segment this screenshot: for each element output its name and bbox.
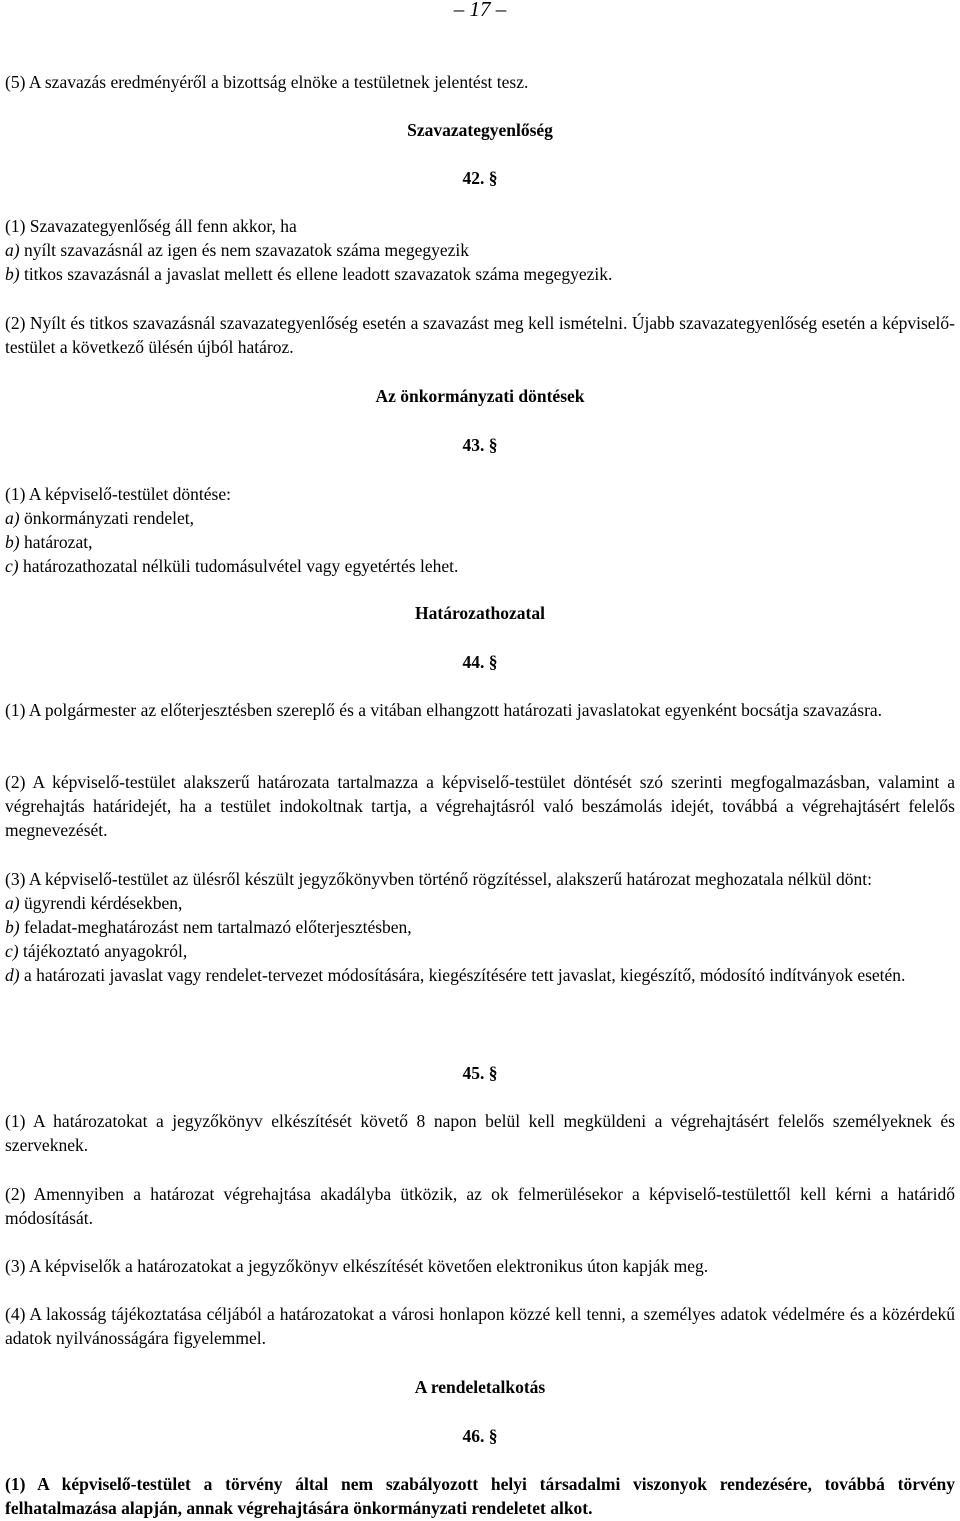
list-item-42-1-a: a) nyílt szavazásnál az igen és nem szavazatok száma megegyezik bbox=[5, 240, 470, 260]
list-item-42-1-b: b) titkos szavazásnál a javaslat mellett és ellene leadott szavazatok száma megegyezik. bbox=[5, 264, 613, 284]
paragraph-45-4: (4) A lakosság tájékoztatása céljából a határozatokat a városi honlapon közzé kell tenni, a személyes adatok védelmére és a közérdekű adatok nyilvánosságára figyelemmel. bbox=[5, 1304, 955, 1348]
paragraph-44-3 bbox=[5, 867, 955, 987]
paragraph-45-3: (3) A képviselők a határozatokat a jegyzőkönyv elkészítését követően elektronikus úton kapják meg. bbox=[5, 1256, 709, 1276]
heading-onkormanyzati-dontesek: Az önkormányzati döntések bbox=[375, 386, 585, 406]
section-43: 43. § bbox=[462, 435, 498, 455]
heading-rendeletalkotas: A rendeletalkotás bbox=[414, 1377, 546, 1397]
paragraph-41-5: (5) A szavazás eredményéről a bizottság elnöke a testületnek jelentést tesz. bbox=[5, 72, 529, 92]
page-number: – 17 – bbox=[453, 0, 507, 21]
paragraph-45-2: (2) Amennyiben a határozat végrehajtása akadályba ütközik, az ok felmerülésekor a képviselő-testülettől kell kérni a határidő módosítását. bbox=[5, 1184, 955, 1228]
list-item-44-3-a: a) ügyrendi kérdésekben, bbox=[5, 893, 183, 913]
section-46: 46. § bbox=[462, 1426, 498, 1446]
heading-szavazategyenloseg: Szavazategyenlőség bbox=[407, 120, 553, 140]
list-item-44-3-b: b) feladat-meghatározást nem tartalmazó előterjesztésben, bbox=[5, 917, 412, 937]
paragraph-42-2: (2) Nyílt és titkos szavazásnál szavazategyenlőség esetén a szavazást meg kell ismételni. Újabb szavazategyenlőség esetén a képviselő-testület a következő ülésén újból határoz. bbox=[5, 313, 955, 357]
paragraph-42-1 bbox=[5, 214, 955, 286]
list-item-44-3-c: c) tájékoztató anyagokról, bbox=[5, 941, 188, 961]
paragraph-44-1: (1) A polgármester az előterjesztésben szereplő és a vitában elhangzott határozati javaslatokat egyenként bocsátja szavazásra. bbox=[5, 700, 883, 720]
paragraph-43-1 bbox=[5, 482, 955, 578]
list-item-43-1-c: c) határozathozatal nélküli tudomásulvétel vagy egyetértés lehet. bbox=[5, 556, 459, 576]
list-item-44-3-d: d) a határozati javaslat vagy rendelet-tervezet módosítására, kiegészítésére tett javaslat, kiegészítő, módosító indítványok esetén. bbox=[5, 965, 906, 985]
heading-hatarozathozatal: Határozathozatal bbox=[415, 603, 545, 623]
list-item-43-1-b: b) határozat, bbox=[5, 532, 93, 552]
list-item-43-1-a: a) önkormányzati rendelet, bbox=[5, 508, 195, 528]
paragraph-44-2: (2) A képviselő-testület alakszerű határozata tartalmazza a képviselő-testület döntését szó szerinti megfogalmazásban, valamint a végrehajtás határidejét, ha a testület indokoltnak tartja, a végrehajtásról való beszámolás idejét, továbbá a végrehajtásért felelős megnevezését. bbox=[5, 772, 955, 840]
section-45: 45. § bbox=[462, 1063, 498, 1083]
paragraph-46-1: (1) A képviselő-testület a törvény által nem szabályozott helyi társadalmi viszonyok rendezésére, továbbá törvény felhatalmazása alapján, annak végrehajtására önkormányzati rendeletet alkot. bbox=[5, 1474, 955, 1518]
section-42: 42. § bbox=[462, 168, 498, 188]
paragraph-43-1-intro: (1) A képviselő-testület döntése: bbox=[5, 484, 231, 504]
paragraph-42-1-intro: (1) Szavazategyenlőség áll fenn akkor, ha bbox=[5, 216, 297, 236]
section-44: 44. § bbox=[462, 652, 498, 672]
paragraph-44-3-intro: (3) A képviselő-testület az ülésről készült jegyzőkönyvben történő rögzítéssel, alakszerű határozat meghozatala nélkül dönt: bbox=[5, 869, 872, 889]
paragraph-45-1: (1) A határozatokat a jegyzőkönyv elkészítését követő 8 napon belül kell megküldeni a végrehajtásért felelős személyeknek és szerveknek. bbox=[5, 1111, 955, 1155]
